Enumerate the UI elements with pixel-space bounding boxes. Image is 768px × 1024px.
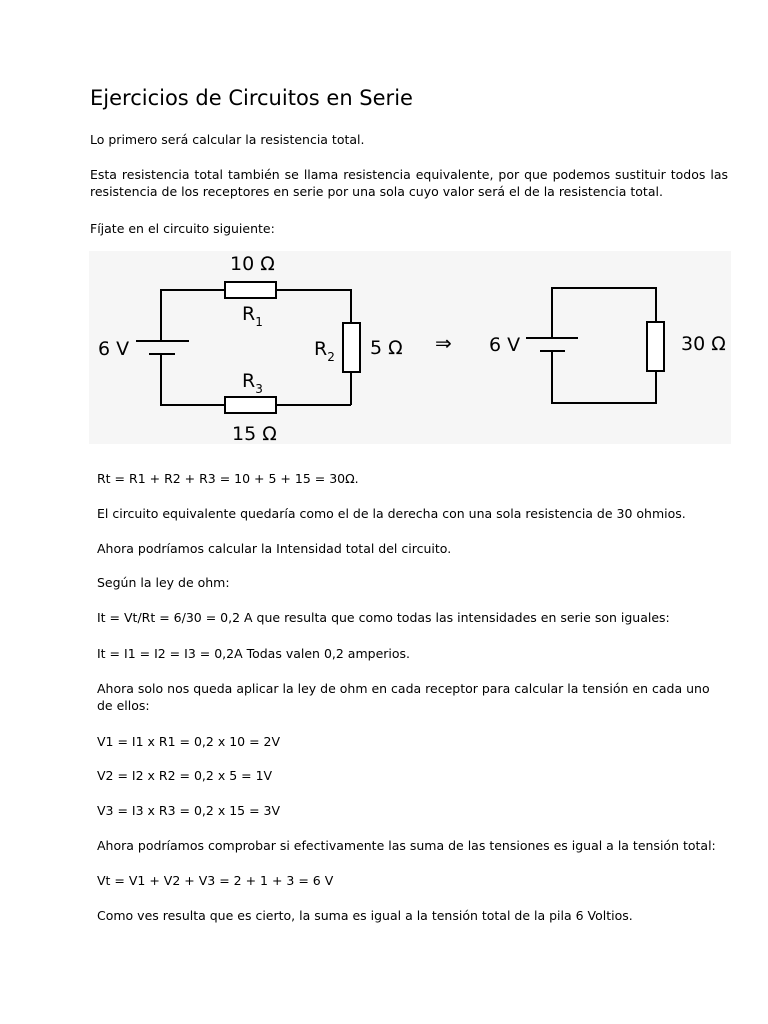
line-it-calc: It = Vt/Rt = 6/30 = 0,2 A que resulta que como todas las intensidades en serie son iguales: <box>97 610 670 625</box>
line-ley-ohm: Según la ley de ohm: <box>97 575 230 590</box>
line-it-equal: It = I1 = I2 = I3 = 0,2A Todas valen 0,2 amperios. <box>97 646 411 661</box>
line-intensidad: Ahora podríamos calcular la Intensidad total del circuito. <box>97 541 452 556</box>
left-battery-label: 6 V <box>98 338 130 360</box>
line-comprobar: Ahora podríamos comprobar si efectivamente las suma de las tensiones es igual a la tensión total: <box>97 838 716 853</box>
paragraph-equivalent-resistance: Esta resistencia total también se llama resistencia equivalente, por que podemos sustituir todos las resistencia de los receptores en serie por una sola cuyo valor será el de la resistencia total. <box>90 167 728 199</box>
r2-name-sub: 2 <box>327 350 335 364</box>
equivalence-arrow-icon: ⇒ <box>435 331 452 355</box>
resistor-r3 <box>225 397 276 413</box>
line-v2: V2 = I2 x R2 = 0,2 x 5 = 1V <box>97 768 273 783</box>
right-battery-label: 6 V <box>489 334 521 356</box>
line-v1: V1 = I1 x R1 = 0,2 x 10 = 2V <box>97 734 281 749</box>
resistor-r2 <box>343 323 360 372</box>
r1-value-label: 10 Ω <box>230 253 275 275</box>
r1-name-main: R <box>242 303 256 325</box>
fijate-text: Fíjate en el circuito siguiente: <box>90 221 275 236</box>
r3-value-label: 15 Ω <box>232 423 277 444</box>
resistor-r1 <box>225 282 276 298</box>
r3-name-main: R <box>242 370 256 392</box>
resistor-equivalent <box>647 322 664 371</box>
line-rt: Rt = R1 + R2 + R3 = 10 + 5 + 15 = 30Ω. <box>97 471 359 486</box>
equivalent-resistance-label: 30 Ω <box>681 333 726 355</box>
line-aplicar-ohm: Ahora solo nos queda aplicar la ley de ohm en cada receptor para calcular la tensión en cada uno de ellos: <box>97 681 710 713</box>
line-v3: V3 = I3 x R3 = 0,2 x 15 = 3V <box>97 803 281 818</box>
line-conclusion: Como ves resulta que es cierto, la suma es igual a la tensión total de la pila 6 Voltios. <box>97 908 633 923</box>
intro-text: Lo primero será calcular la resistencia total. <box>90 132 365 147</box>
page-title: Ejercicios de Circuitos en Serie <box>90 86 413 110</box>
line-vt: Vt = V1 + V2 + V3 = 2 + 1 + 3 = 6 V <box>97 873 334 888</box>
r2-value-label: 5 Ω <box>370 337 403 359</box>
diagram-background <box>89 251 731 444</box>
circuit-diagram <box>89 251 731 444</box>
line-circuito-equivalente: El circuito equivalente quedaría como el de la derecha con una sola resistencia de 30 ohmios. <box>97 506 686 521</box>
r1-name-sub: 1 <box>255 315 263 329</box>
r3-name-sub: 3 <box>255 382 263 396</box>
r2-name-main: R <box>314 338 328 360</box>
